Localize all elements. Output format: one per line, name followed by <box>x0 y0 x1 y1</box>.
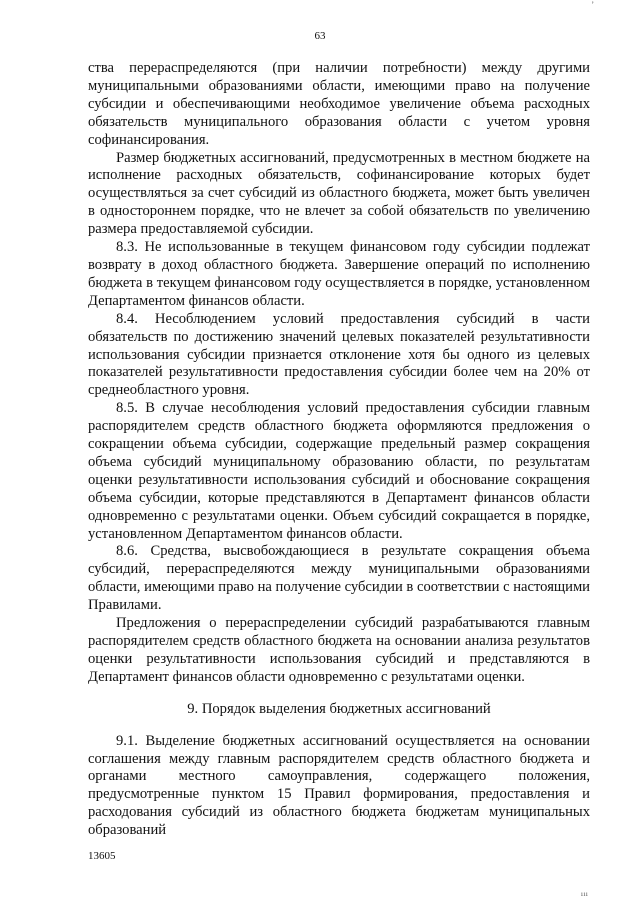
paragraph-8-5: 8.5. В случае несоблюдения условий предоставления субсидии главным распорядителем средств областного бюджета оформляются предложения о сокращении объема субсидии, содержащие предельный размер сокращения объема субсидий муниципальному образованию области, по результатам оценки результативности использования субсидий и обоснование сокращения объема субсидии, которые представляются в Департамент финансов области одновременно с результатами оценки. Объем субсидий сокращается в порядке, установленном Департаментом финансов области. <box>88 400 590 542</box>
paragraph-8-4: 8.4. Несоблюдением условий предоставления субсидий в части обязательств по достижению значений целевых показателей результативности использования субсидии признается отклонение хотя бы одного из целевых показателей результативности предоставления субсидии более чем на 20% от среднеобластного уровня. <box>88 310 590 399</box>
page-number: 63 <box>314 30 326 42</box>
top-corner-mark: ’ <box>591 0 594 9</box>
paragraph-8-3: 8.3. Не использованные в текущем финансовом году субсидии подлежат возврату в доход областного бюджета. Завершение операций по исполнению бюджета в текущем финансовом году осуществляется в порядке, установленном Департаментом финансов области. <box>88 239 590 309</box>
section-heading: 9. Порядок выделения бюджетных ассигнований <box>187 700 491 717</box>
paragraph: ства перераспределяются (при наличии потребности) между другими муниципальными образованиями области, имеющими право на получение субсидии и обеспечивающими необходимое увеличение объема расходных обязательств муниципального образования области с учетом уровня софинансирования. <box>88 60 590 148</box>
paragraph-9-1: 9.1. Выделение бюджетных ассигнований осуществляется на основании соглашения между главным распорядителем средств областного бюджета и органами местного самоуправления, содержащего положения, предусмотренные пунктом 15 Правил формирования, предоставления и расходования субсидий из областного бюджета бюджетам муниципальных образований <box>88 732 590 839</box>
footer-document-code: 13605 <box>88 850 116 862</box>
body-text <box>88 60 590 840</box>
paragraph-8-6: 8.6. Средства, высвобождающиеся в результате сокращения объема субсидий, перераспределяются между муниципальными образованиями области, имеющими право на получение субсидии в соответствии с настоящими Правилами. <box>88 543 590 614</box>
corner-mark: ¹¹¹ <box>580 891 588 900</box>
paragraph: Размер бюджетных ассигнований, предусмотренных в местном бюджете на исполнение расходных обязательств, софинансирование которых будет осуществляться за счет субсидий из областного бюджета, может быть увеличен в одностороннем порядке, что не влечет за собой обязательств по увеличению размера предоставляемой субсидии. <box>88 149 590 238</box>
paragraph: Предложения о перераспределении субсидий разрабатываются главным распорядителем средств областного бюджета на основании анализа результатов оценки результативности использования субсидий и представляются в Департамент финансов области одновременно с результатами оценки. <box>88 615 590 685</box>
